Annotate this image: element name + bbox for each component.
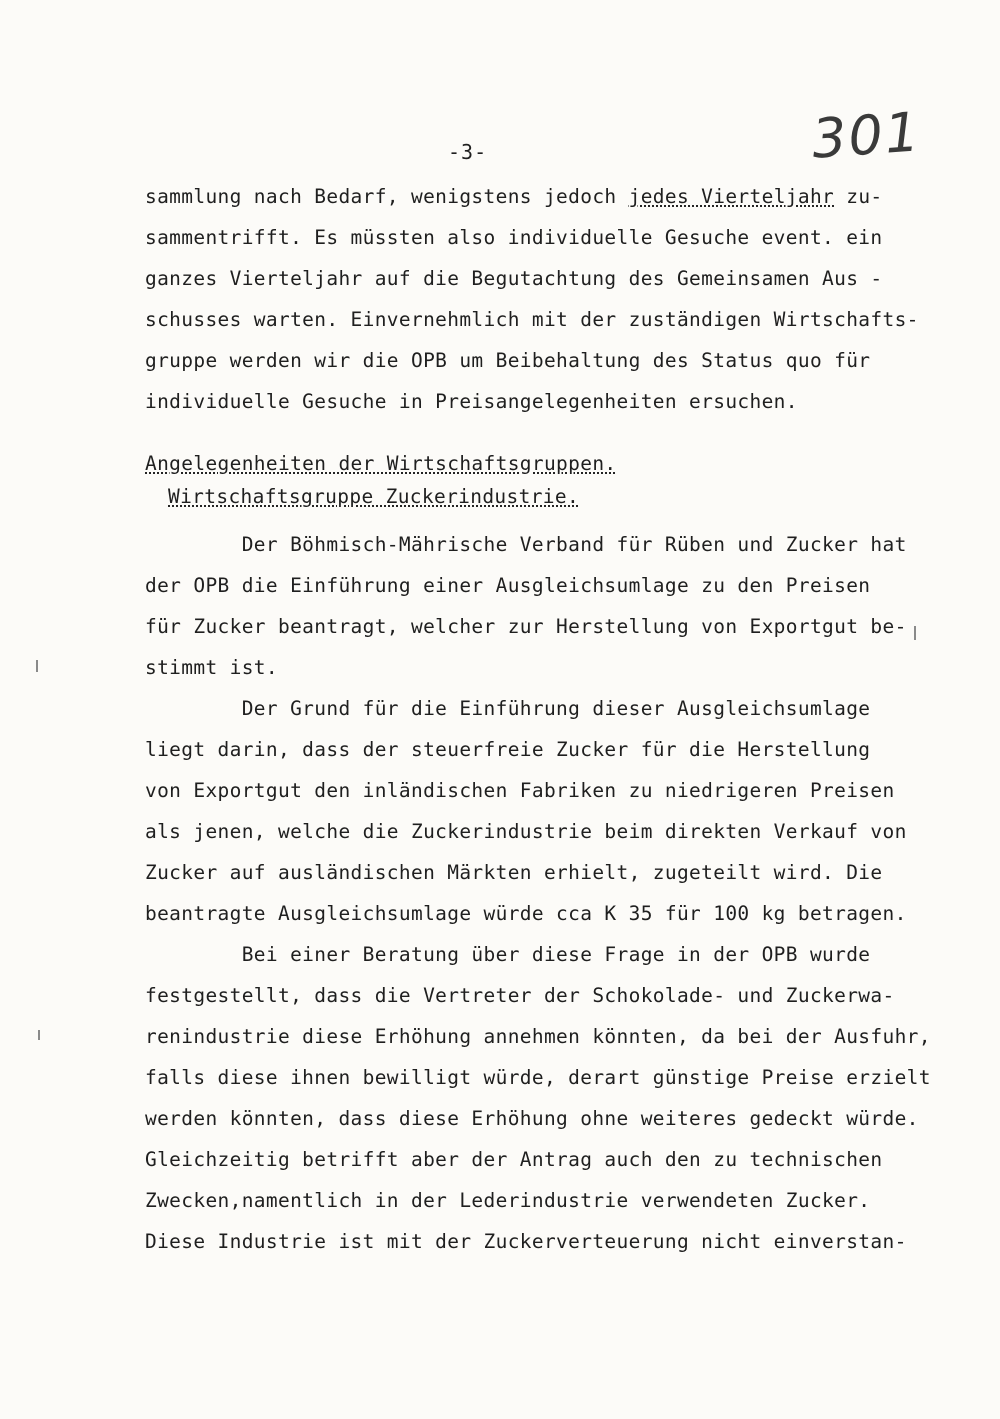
text-line: werden könnten, dass diese Erhöhung ohne weiteres gedeckt würde.	[145, 1107, 919, 1130]
text-line: Der Böhmisch-Mährische Verband für Rüben und Zucker hat	[145, 533, 907, 556]
section-heading: Angelegenheiten der Wirtschaftsgruppen.	[145, 452, 617, 475]
text-line: schusses warten. Einvernehmlich mit der zuständigen Wirtschafts-	[145, 308, 919, 331]
underlined-term: jedes Vierteljahr	[628, 185, 835, 208]
text-fragment: sammlung nach Bedarf, wenigstens jedoch	[145, 185, 629, 208]
text-line: ganzes Vierteljahr auf die Begutachtung des Gemeinsamen Aus -	[145, 267, 883, 290]
text-line: festgestellt, dass die Vertreter der Schokolade- und Zuckerwa-	[145, 984, 895, 1007]
text-line: Bei einer Beratung über diese Frage in der OPB wurde	[145, 943, 871, 966]
margin-mark	[914, 626, 916, 640]
text-line: der OPB die Einführung einer Ausgleichsumlage zu den Preisen	[145, 574, 871, 597]
text-line: für Zucker beantragt, welcher zur Herstellung von Exportgut be-	[145, 615, 907, 638]
margin-mark	[36, 660, 38, 672]
text-line: als jenen, welche die Zuckerindustrie beim direkten Verkauf von	[145, 820, 907, 843]
text-line: Zwecken,namentlich in der Lederindustrie verwendeten Zucker.	[145, 1189, 871, 1212]
text-line: Der Grund für die Einführung dieser Ausgleichsumlage	[145, 697, 871, 720]
text-line: Zucker auf ausländischen Märkten erhielt, zugeteilt wird. Die	[145, 861, 883, 884]
text-line: Gleichzeitig betrifft aber der Antrag auch den zu technischen	[145, 1148, 883, 1171]
text-line: beantragte Ausgleichsumlage würde cca K 35 für 100 kg betragen.	[145, 902, 907, 925]
text-line: gruppe werden wir die OPB um Beibehaltung des Status quo für	[145, 349, 871, 372]
text-line: stimmt ist.	[145, 656, 278, 679]
margin-mark	[38, 1030, 40, 1040]
text-line: sammentrifft. Es müssten also individuelle Gesuche event. ein	[145, 226, 883, 249]
subsection-heading: Wirtschaftsgruppe Zuckerindustrie.	[168, 485, 580, 508]
text-line: renindustrie diese Erhöhung annehmen könnten, da bei der Ausfuhr,	[145, 1025, 931, 1048]
text-line: von Exportgut den inländischen Fabriken zu niedrigeren Preisen	[145, 779, 895, 802]
text-line: Diese Industrie ist mit der Zuckerverteuerung nicht einverstan-	[145, 1230, 907, 1253]
text-fragment: zu-	[834, 185, 883, 208]
page-number: -3-	[448, 140, 488, 164]
text-line	[145, 185, 883, 209]
text-line: individuelle Gesuche in Preisangelegenheiten ersuchen.	[145, 390, 798, 413]
text-line: falls diese ihnen bewilligt würde, derart günstige Preise erzielt	[145, 1066, 931, 1089]
handwritten-folio-number: 301	[809, 100, 924, 171]
text-line: liegt darin, dass der steuerfreie Zucker für die Herstellung	[145, 738, 871, 761]
